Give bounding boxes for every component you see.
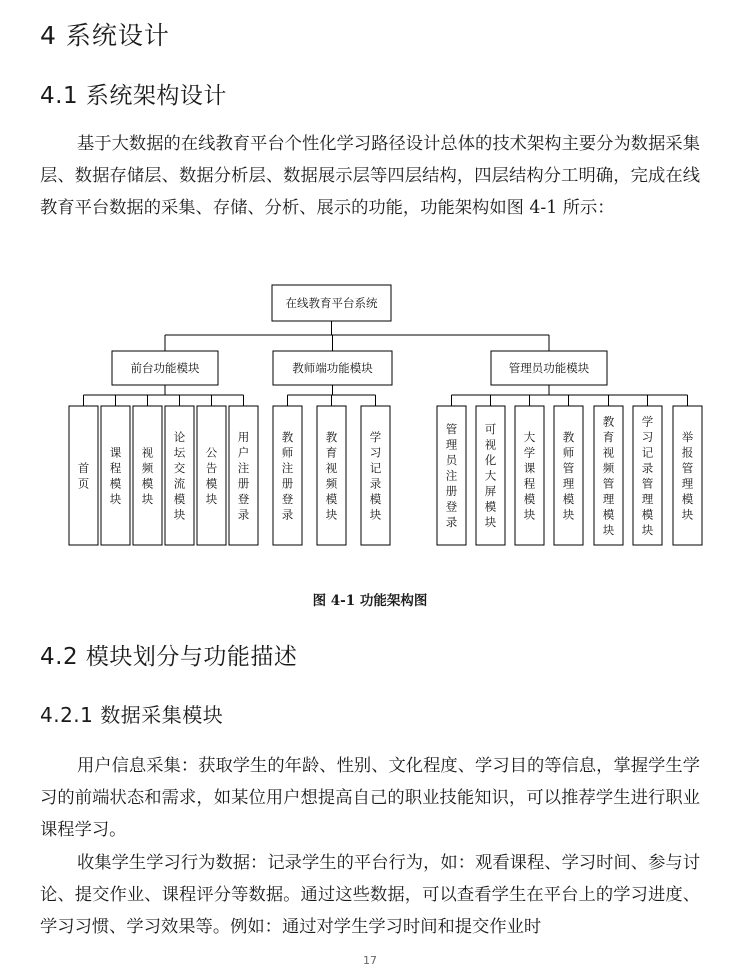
leaf-node-label: 学习记录管理模块: [641, 414, 654, 537]
group-node-label: 教师端功能模块: [292, 361, 373, 375]
section-heading-4-2: 4.2 模块划分与功能描述: [40, 644, 298, 670]
paragraph-user-info: 用户信息采集：获取学生的年龄、性别、文化程度、学习目的等信息，掌握学生学习的前端状态和需求，如某位用户想提高自己的职业技能知识，可以推荐学生进行职业课程学习。: [40, 756, 700, 840]
page-number: 17: [363, 954, 377, 967]
leaf-node-label: 举报管理模块: [681, 429, 694, 522]
leaf-node-label: 视频模块: [141, 445, 154, 506]
paragraph-architecture: 基于大数据的在线教育平台个性化学习路径设计总体的技术架构主要分为数据采集层、数据存储层、数据分析层、数据展示层等四层结构，四层结构分工明确，完成在线教育平台数据的采集、存储、分析、展示的功能，功能架构如图 4-1 所示：: [40, 134, 700, 218]
chapter-heading: 4 系统设计: [40, 21, 170, 50]
group-node-label: 前台功能模块: [130, 361, 200, 375]
root-node-label: 在线教育平台系统: [285, 296, 378, 310]
leaf-node-label: 教师注册登录: [281, 429, 294, 522]
leaf-node-label: 管理员注册登录: [445, 422, 458, 529]
leaf-node-label: 可视化大屏模块: [484, 422, 497, 529]
leaf-node-label: 公告模块: [205, 445, 218, 506]
leaf-node-label: 论坛交流模块: [173, 429, 186, 522]
leaf-node-label: 教师管理模块: [562, 429, 575, 522]
leaf-node-label: 教育视频模块: [325, 429, 338, 522]
group-node-label: 管理员功能模块: [508, 361, 590, 375]
figure-caption: 图 4-1 功能架构图: [312, 593, 428, 609]
section-heading-4-1: 4.1 系统架构设计: [40, 83, 227, 109]
leaf-node-label: 教育视频管理模块: [602, 414, 615, 537]
leaf-node-label: 学习记录模块: [369, 429, 382, 522]
leaf-node-label: 首页: [77, 460, 90, 491]
section-heading-4-2-1: 4.2.1 数据采集模块: [40, 703, 224, 727]
paragraph-behavior-data: 收集学生学习行为数据：记录学生的平台行为，如：观看课程、学习时间、参与讨论、提交作业、课程评分等数据。通过这些数据，可以查看学生在平台上的学习进度、学习习惯、学习效果等。例如：通过对学生学习时间和提交作业时: [40, 853, 700, 937]
leaf-node-label: 大学课程模块: [523, 429, 536, 522]
leaf-node-label: 课程模块: [109, 445, 122, 506]
leaf-node-label: 用户注册登录: [237, 429, 250, 522]
